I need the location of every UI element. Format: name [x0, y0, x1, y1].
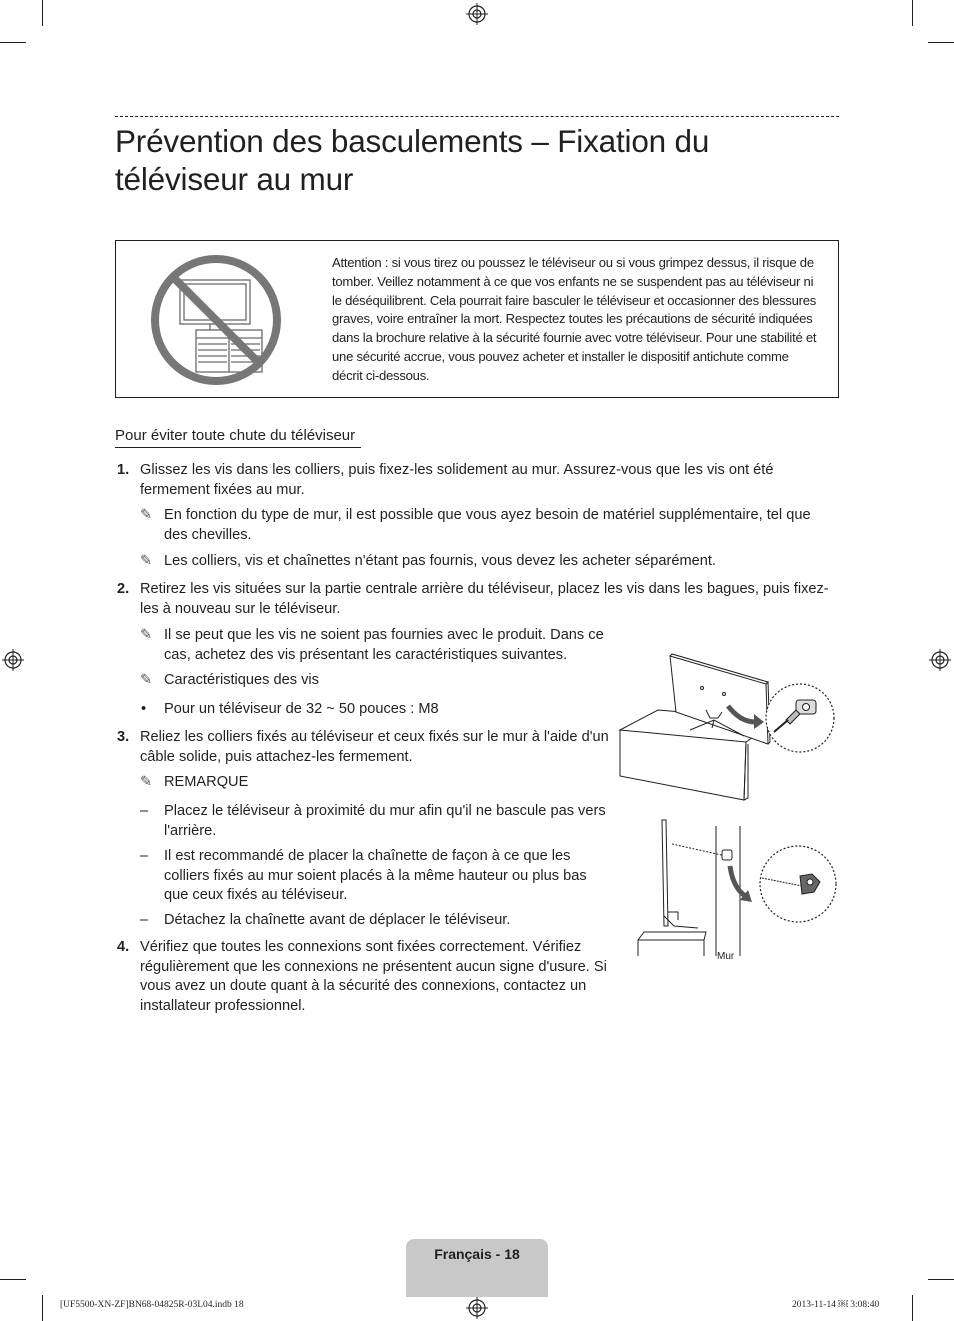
note-text: En fonction du type de mur, il est possible que vous ayez besoin de matériel supplémentaire, tel que des chevilles. — [164, 507, 811, 543]
note-pencil-icon: ✎ — [140, 553, 153, 569]
dash-marker: – — [140, 803, 149, 819]
note-item — [140, 506, 830, 546]
title-rule — [115, 116, 839, 117]
note-pencil-icon: ✎ — [140, 774, 153, 790]
registration-mark-icon — [2, 649, 24, 671]
no-tv-on-stand-icon — [148, 252, 284, 388]
page-number: Français - 18 — [434, 1246, 520, 1262]
wall-attachment-illustration — [634, 816, 840, 966]
dash-text: Il est recommandé de placer la chaînette de façon à ce que les colliers fixés au mur soient placés à la même hauteur ou plus bas que ceux fixés au téléviseur. — [164, 848, 587, 903]
bullet-text: Pour un téléviseur de 32 ~ 50 pouces : M8 — [164, 701, 439, 717]
dash-marker: – — [140, 848, 149, 864]
crop-mark — [42, 1295, 43, 1321]
step-number: 1. — [117, 462, 130, 478]
tv-bracket-illustration — [618, 652, 836, 804]
step-text: Retirez les vis situées sur la partie centrale arrière du téléviseur, placez les vis dans les bagues, puis fixez-les à nouveau sur le téléviseur. — [140, 581, 829, 617]
dash-item — [140, 802, 610, 842]
note-text: Il se peut que les vis ne soient pas fournies avec le produit. Dans ce cas, achetez des vis présentant les caractéristiques suivantes. — [164, 627, 604, 663]
registration-mark-icon — [466, 3, 488, 25]
note-pencil-icon: ✎ — [140, 507, 153, 523]
note-pencil-icon: ✎ — [140, 627, 153, 643]
registration-mark-icon — [929, 649, 951, 671]
crop-mark — [42, 0, 43, 26]
crop-mark — [928, 42, 954, 43]
dash-text: Détachez la chaînette avant de déplacer le téléviseur. — [164, 912, 511, 928]
note-text: Caractéristiques des vis — [164, 672, 319, 688]
registration-mark-icon — [466, 1297, 488, 1319]
print-file-info: [UF5500-XN-ZF]BN68-04825R-03L04.indb 18 — [60, 1300, 244, 1310]
bullet-dot: • — [141, 701, 147, 717]
step-text: Reliez les colliers fixés au téléviseur et ceux fixés sur le mur à l'aide d'un câble solide, puis attachez-les fermement. — [140, 729, 609, 765]
note-item — [140, 552, 830, 572]
dash-item — [140, 847, 610, 907]
crop-mark — [912, 0, 913, 26]
wall-label: Mur — [717, 951, 735, 962]
step-number: 4. — [117, 939, 130, 955]
crop-mark — [0, 1279, 26, 1280]
note-item — [140, 671, 620, 691]
note-item — [140, 626, 620, 666]
step-text: Vérifiez que toutes les connexions sont fixées correctement. Vérifiez régulièrement que les connexions ne présentent aucun signe d'usure. Si vous avez un doute quant à la sécurité des connexions, contactez un installateur professionnel. — [140, 939, 607, 1014]
crop-mark — [0, 42, 26, 43]
bullet-item — [141, 700, 611, 720]
print-timestamp: 2013-11-14 ￼ 3:08:40 — [792, 1300, 880, 1310]
section-subheading: Pour éviter toute chute du téléviseur — [115, 427, 361, 448]
note-item — [140, 773, 610, 793]
dash-text: Placez le téléviseur à proximité du mur afin qu'il ne bascule pas vers l'arrière. — [164, 803, 606, 839]
note-pencil-icon: ✎ — [140, 672, 153, 688]
dash-marker: – — [140, 912, 149, 928]
step-number: 2. — [117, 581, 130, 597]
crop-mark — [912, 1295, 913, 1321]
note-text: Les colliers, vis et chaînettes n'étant pas fournis, vous devez les acheter séparément. — [164, 553, 716, 569]
warning-text: Attention : si vous tirez ou poussez le téléviseur ou si vous grimpez dessus, il risque de tomber. Veillez notamment à ce que vos enfants ne se suspendent pas au téléviseur ni le déséquilibrent. Cela pourrait faire basculer le téléviseur et occasionner des blessures graves, voire entraîner la mort. Respectez toutes les précautions de sécurité indiquées dans la brochure relative à la sécurité fournie avec votre téléviseur. Pour une stabilité et une sécurité accrue, vous pouvez acheter et installer le dispositif antichute comme décrit ci-dessous. — [332, 255, 817, 383]
page-title: Prévention des basculements – Fixation du téléviseur au mur — [115, 123, 710, 197]
crop-mark — [928, 1279, 954, 1280]
dash-item — [140, 911, 610, 931]
remark-label: REMARQUE — [164, 774, 249, 790]
step-text: Glissez les vis dans les colliers, puis fixez-les solidement au mur. Assurez-vous que les vis ont été fermement fixées au mur. — [140, 462, 774, 498]
step-number: 3. — [117, 729, 130, 745]
